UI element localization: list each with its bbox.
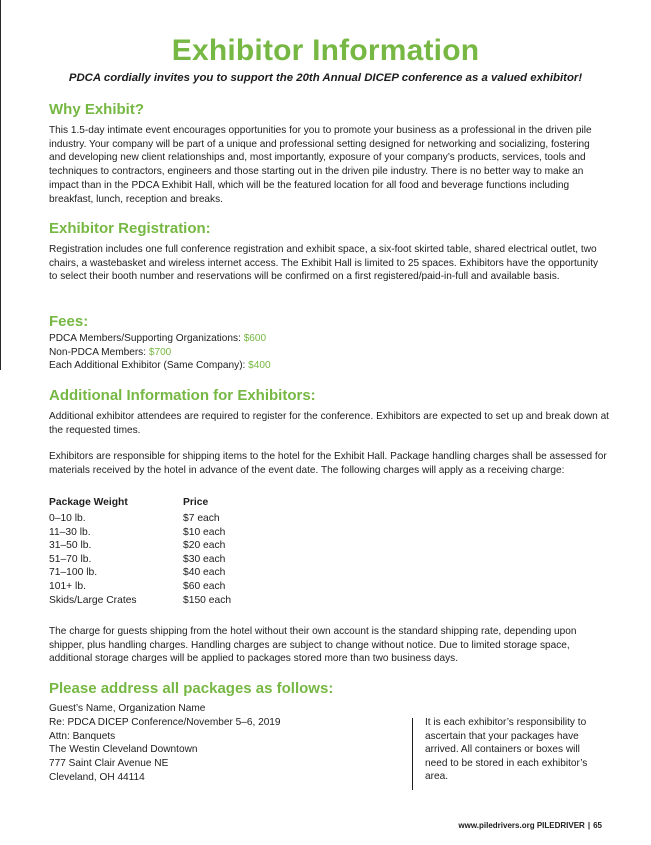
table-row bbox=[47, 539, 233, 553]
why-exhibit-heading: Why Exhibit? bbox=[49, 101, 144, 118]
price-cell: $150 each bbox=[183, 594, 232, 606]
column-header-weight: Package Weight bbox=[49, 497, 128, 508]
exhibitor-responsibility-note: It is each exhibitor’s responsibility to ascertain that your packages have arrived. All containers or boxes will need to be stored in each exhibitor’s area. bbox=[425, 717, 588, 783]
fee-label: Non-PDCA Members: bbox=[49, 346, 149, 358]
table-row bbox=[47, 526, 233, 540]
price-cell: $20 each bbox=[183, 540, 226, 552]
fee-label: PDCA Members/Supporting Organizations: bbox=[49, 333, 244, 344]
address-line: Guest’s Name, Organization Name bbox=[49, 703, 206, 714]
address-line: The Westin Cleveland Downtown bbox=[49, 744, 198, 756]
table-header-row bbox=[47, 497, 233, 512]
additional-info-para-2: Exhibitors are responsible for shipping items to the hotel for the Exhibit Hall. Package handling charges shall be assessed for materials received by the hotel in advance of the event date. The following charges will apply as a receiving charge: bbox=[49, 451, 607, 476]
note-divider bbox=[412, 718, 413, 790]
price-cell: $60 each bbox=[183, 580, 226, 592]
address-line: 777 Saint Clair Avenue NE bbox=[49, 758, 169, 770]
fee-amount: $700 bbox=[148, 346, 172, 358]
address-heading: Please address all packages as follows: bbox=[49, 680, 334, 697]
address-line: Attn: Banquets bbox=[49, 730, 116, 742]
price-cell: $7 each bbox=[183, 513, 220, 524]
address-line: Re: PDCA DICEP Conference/November 5–6, 2019 bbox=[49, 716, 281, 728]
footer-url: www.piledrivers.org bbox=[458, 821, 535, 830]
price-cell: $40 each bbox=[183, 567, 226, 579]
fee-amount: $600 bbox=[243, 333, 267, 344]
column-header-price: Price bbox=[183, 497, 209, 508]
table-row bbox=[47, 512, 233, 526]
package-charges-table bbox=[47, 497, 233, 607]
weight-cell: 31–50 lb. bbox=[49, 540, 92, 552]
weight-cell: 0–10 lb. bbox=[49, 513, 86, 524]
fee-amount: $400 bbox=[248, 360, 271, 372]
weight-cell: Skids/Large Crates bbox=[49, 594, 137, 606]
weight-cell: 11–30 lb. bbox=[49, 526, 91, 538]
additional-info-para-3: The charge for guests shipping from the hotel without their own account is the standard shipping rate, depending upon shipper, plus handling charges. Handling charges are subject to change without notice. Due to limited storage space, additional storage charges will be applied to packages stored more than two business days. bbox=[49, 626, 577, 665]
registration-heading: Exhibitor Registration: bbox=[49, 220, 211, 237]
weight-cell: 71–100 lb. bbox=[49, 567, 98, 579]
fees-list bbox=[49, 332, 271, 373]
footer-separator: | bbox=[587, 821, 591, 830]
why-exhibit-body: This 1.5-day intimate event encourages opportunities for you to promote your business as a professional in the driven pile industry. Your company will be part of a unique and professional setting designed for networking and socializing, fostering and developing new client relationships and, most importantly, exposure of your company’s products, services, tools and techniques to contractors, engineers and those starting out in the driven pile industry. There is no better way to make an impact than in the PDCA Exhibit Hall, which will be the featured location for all food and beverage functions including breakfast, lunch, reception and breaks. bbox=[49, 125, 592, 205]
page-subtitle: PDCA cordially invites you to support the 20th Annual DICEP conference as a valued exhibitor! bbox=[68, 72, 583, 84]
fee-item bbox=[49, 359, 271, 373]
additional-info-heading: Additional Information for Exhibitors: bbox=[49, 387, 316, 404]
page-number: 65 bbox=[593, 821, 602, 830]
fees-heading: Fees: bbox=[49, 313, 89, 330]
weight-cell: 101+ lb. bbox=[49, 580, 86, 592]
address-line: Cleveland, OH 44114 bbox=[49, 771, 145, 783]
page-footer bbox=[458, 821, 602, 830]
fee-item bbox=[49, 346, 271, 360]
additional-info-para-1: Additional exhibitor attendees are required to register for the conference. Exhibitors are expected to set up and break down at the requested times. bbox=[49, 411, 609, 436]
table-row bbox=[47, 594, 233, 608]
price-cell: $30 each bbox=[183, 553, 226, 565]
shipping-address bbox=[49, 702, 281, 785]
fee-item bbox=[49, 332, 271, 346]
table-row bbox=[47, 580, 233, 594]
footer-publication: PILEDRIVER bbox=[536, 821, 585, 830]
price-cell: $10 each bbox=[183, 526, 226, 538]
page-title: Exhibitor Information bbox=[171, 34, 480, 67]
table-row bbox=[47, 566, 233, 580]
weight-cell: 51–70 lb. bbox=[49, 553, 92, 565]
table-row bbox=[47, 553, 233, 567]
registration-body: Registration includes one full conference registration and exhibit space, a six-foot skirted table, shared electrical outlet, two chairs, a wastebasket and wireless internet access. The Exhibit Hall is limited to 25 spaces. Exhibitors have the opportunity to select their booth number and reservations will be confirmed on a first registered/paid-in-full and available basis. bbox=[49, 244, 599, 283]
fee-label: Each Additional Exhibitor (Same Company): bbox=[49, 360, 249, 372]
